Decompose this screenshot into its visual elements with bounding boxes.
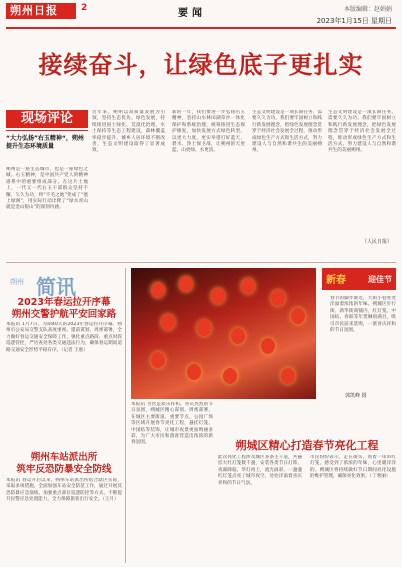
column-divider: [125, 268, 126, 563]
brief-title: 朔州车站派出所 筑牢反恐防暴安全防线: [16, 452, 112, 475]
brief-body: 本报讯 春运开启以来，朔州车站派出所结合辖区实际，采取多项措施，全面加强车站安全防范工作，通过开展反恐防暴应急演练、加强重点部位巡逻防控等方式，不断提升民警应急处置能力，全力保障旅客出行安全。（王月）: [6, 478, 122, 503]
feature-paragraph: 朔州是一座生态城市，也是一座绿色之城。右玉精神，是中国共产党人的精神谱系中的重要组成部分。在这片土地上，一代又一代右玉干部群众坚持不懈、久久为功，将“不毛之地”变成了“塞上绿洲”，用实际行动诠释了“绿水青山就是金山银山”的深刻内涵。: [6, 167, 88, 211]
new-year-badge: 新春 迎佳节: [322, 268, 396, 290]
article-title: 朔城区精心打造春节亮化工程: [235, 439, 379, 452]
section-tag: 现场评论: [6, 110, 88, 128]
section-divider: [6, 262, 396, 263]
header-rule: [6, 27, 396, 29]
article-paragraph: 本报讯 为营造欢乐祥和、喜庆热烈的节日氛围，朔城区精心谋划、周密部署，在城区主要街道、重要节点、公园广场等区域开展春节亮化工程，悬挂灯笼、中国结等装饰，让城市夜景更加绚丽多彩，为广大市民和游客营造出浓浓的新春氛围。: [131, 402, 213, 446]
feature-paragraph: 生态文明建设是一项长期任务，需要久久为功。我们要牢固树立和践行新发展理念，把绿色发展理念贯穿于经济社会发展全过程，推动形成绿色生产方式和生活方式，努力建设人与自然和谐共生的美丽朔州。: [252, 110, 322, 154]
feature-paragraph: 新的一年，我们要进一步弘扬右玉精神，坚持山水林田湖草沙一体化保护和系统治理，统筹推进生态保护修复，加快发展方式绿色转型，以更大力度、更实举措打好蓝天、碧水、净土保卫战，让朔州的天更蓝、山更绿、水更清。: [172, 110, 245, 154]
main-headline: 接续奋斗，让绿色底子更扎实: [38, 50, 364, 79]
lantern-photo: [131, 268, 316, 399]
feature-signature: （人民日报）: [361, 239, 392, 245]
photo-credit: 郭凯峰 摄: [345, 393, 367, 399]
brief-title: 2023年春运拉开序幕 朔州交警护航平安回家路: [11, 297, 117, 320]
feature-paragraph: 近年来，朔州以高质量发展为引领，坚持生态优先、绿色发展，持续推进国土绿化、荒漠化治理、水土保持等生态工程建设，森林覆盖率稳步提升，城乡人居环境不断改善，生态文明建设取得了显著成效。: [92, 110, 165, 154]
editor-line: 本版编辑：赵娟娟: [343, 6, 392, 13]
photo-caption: 春节的脚步渐近，大街小巷处处洋溢着浓浓的年味。朔城区步行街、新华街商铺内，红灯笼、中国结、春联等年货琳琅满目，吸引市民前来选购，一派喜庆祥和的节日氛围。: [330, 296, 396, 334]
feature-paragraph: 生态文明建设是一项长期任务，需要久久为功。我们要牢固树立和践行新发展理念，把绿色发展理念贯穿于经济社会发展全过程，推动形成绿色生产方式和生活方式，努力建设人与自然和谐共生的美丽朔州。: [328, 110, 396, 154]
date-line: 2023年1月15日 星期日: [316, 17, 392, 25]
section-title: 要闻: [178, 8, 206, 19]
article-paragraph: 市民纷纷表示，走在街头，看着一串串红灯笼，感受到了浓浓的年味，心里暖洋洋的。朔城区将持续做好节日期间亮化设施的维护管理，确保亮化效果。（丁寒丽）: [310, 455, 396, 480]
brief-body: 本报讯 1月7日，为期40天的2023年春运拉开序幕。朔州市公安局交警支队高度重视，提前谋划、周密部署，全力做好春运交通安全保障工作，强化重点路段、重点时段巡逻管控，严厉查处各类交通违法行为，确保春运期间道路交通安全形势平稳有序。（记者 王惠）: [6, 322, 122, 353]
newspaper-logo: 朔州日报: [6, 3, 76, 19]
article-paragraph: 此次亮化工程涉及城区多条主干道，共悬挂大红灯笼数千盏，安装各类节日灯饰，夜幕降临，华灯初上，流光溢彩，一盏盏红灯笼点亮了城市夜空，处处洋溢着喜庆祥和的节日气氛。: [218, 455, 302, 486]
feature-subhead: “大力弘扬”右玉精神“，朔州提升生态环境质量: [6, 135, 84, 150]
page-number: 2: [81, 3, 88, 13]
briefs-logo: 朔州 简讯: [10, 275, 76, 299]
tag-underline: [6, 130, 88, 131]
